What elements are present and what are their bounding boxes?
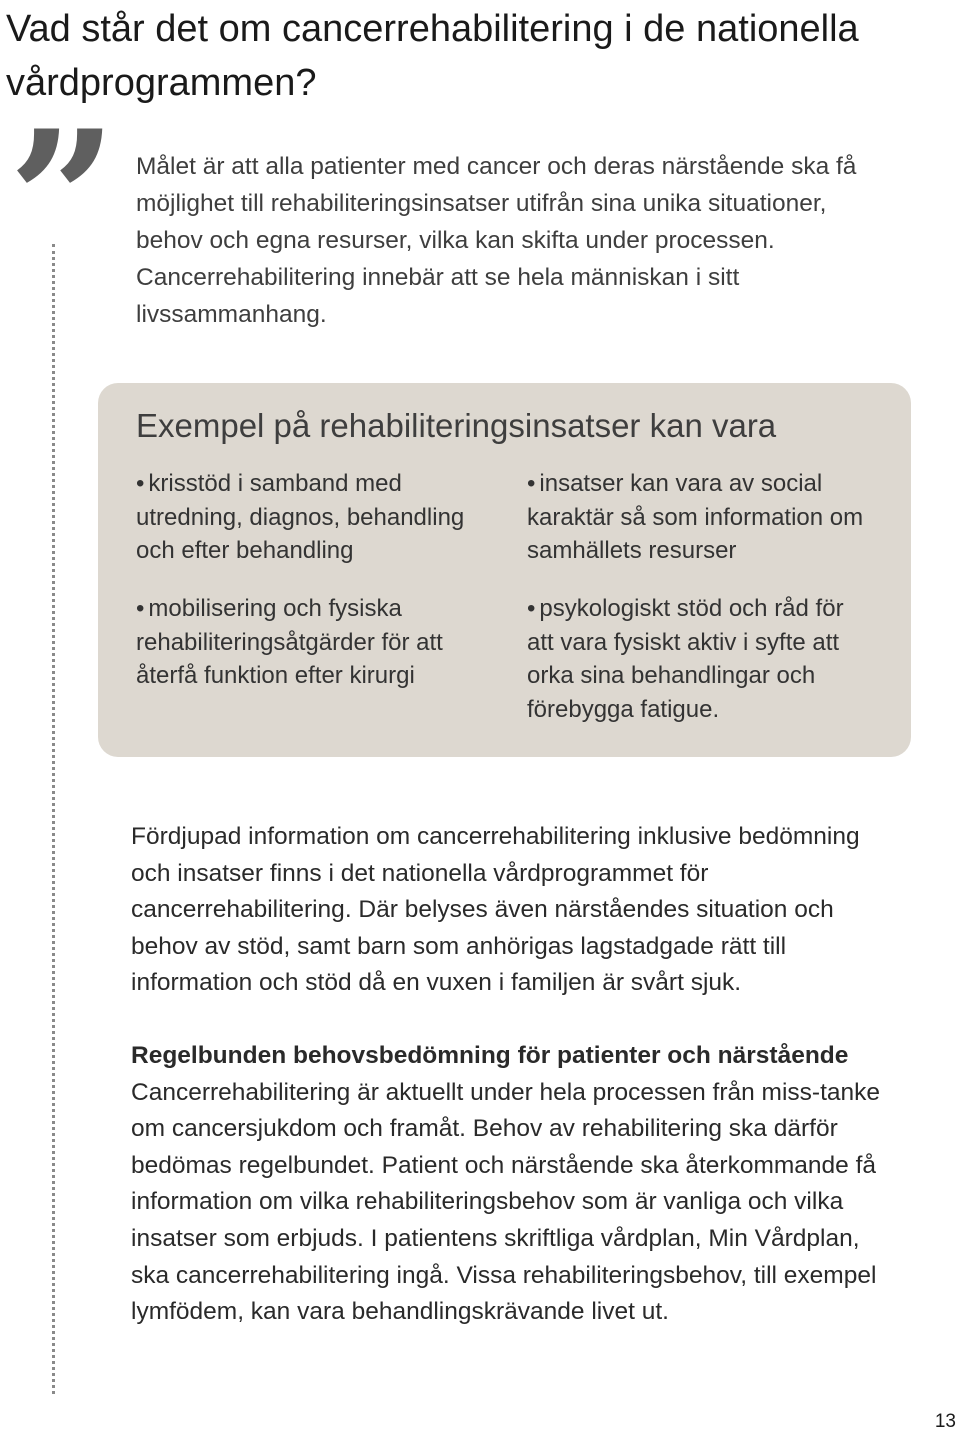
section-heading: Regelbunden behovsbedömning för patienter och närstående	[131, 1042, 849, 1069]
bullet-icon: •	[527, 595, 536, 622]
quotation-mark-icon: ”	[8, 89, 118, 312]
section	[131, 1038, 891, 1331]
body-paragraph: Cancerrehabilitering är aktuellt under hela processen från miss-tanke om cancersjukdom och framåt. Behov av rehabilitering ska därför bedömas regelbundet. Patient och närstående ska återkommande få information om vilka rehabiliteringsbehov som är vanliga och vilka insatser som erbjuds. I patientens skriftliga vårdplan, Min Vårdplan, ska cancerrehabilitering ingå. Vissa rehabiliteringsbehov, till exempel lymfödem, kan vara behandlingskrävande livet ut.	[131, 1078, 880, 1326]
pull-quote: Målet är att alla patienter med cancer och deras närstående ska få möjlighet till rehabiliteringsinsatser utifrån sina unika situationer, behov och egna resurser, vilka kan skifta under processen. Cancerrehabilitering innebär att se hela människan i sitt livssammanhang.	[136, 153, 857, 328]
body-paragraph: Fördjupad information om cancerrehabilitering inklusive bedömning och insatser finns i det nationella vårdprogrammet för cancerrehabilitering. Där belyses även närståendes situation och behov av stöd, samt barn som anhörigas lagstadgade rätt till information och stöd då en vuxen i familjen är svårt sjuk.	[131, 823, 860, 997]
bullet-text: mobilisering och fysiska rehabiliteringsåtgärder för att återfå funktion efter kirurgi	[136, 595, 443, 690]
bullet-item	[527, 592, 872, 727]
page-number: 13	[934, 1411, 956, 1432]
dotted-vertical-rule	[52, 244, 55, 1394]
bullet-item	[136, 592, 466, 693]
bullet-icon: •	[136, 595, 145, 622]
bullet-text: insatser kan vara av social karaktär så som information om samhällets resurser	[527, 470, 864, 565]
examples-box-title: Exempel på rehabiliteringsinsatser kan vara	[136, 407, 777, 444]
bullet-text: psykologiskt stöd och råd för att vara fysiskt aktiv i syfte att orka sina behandlingar och förebygga fatigue.	[527, 595, 844, 724]
bullet-icon: •	[136, 470, 145, 497]
bullet-item	[136, 467, 506, 568]
bullet-icon: •	[527, 470, 536, 497]
bullet-item	[527, 467, 872, 568]
page-title: Vad står det om cancerrehabilitering i de nationella vårdprogrammen?	[6, 8, 859, 104]
bullet-text: krisstöd i samband med utredning, diagnos, behandling och efter behandling	[136, 470, 465, 565]
examples-box	[98, 383, 911, 757]
